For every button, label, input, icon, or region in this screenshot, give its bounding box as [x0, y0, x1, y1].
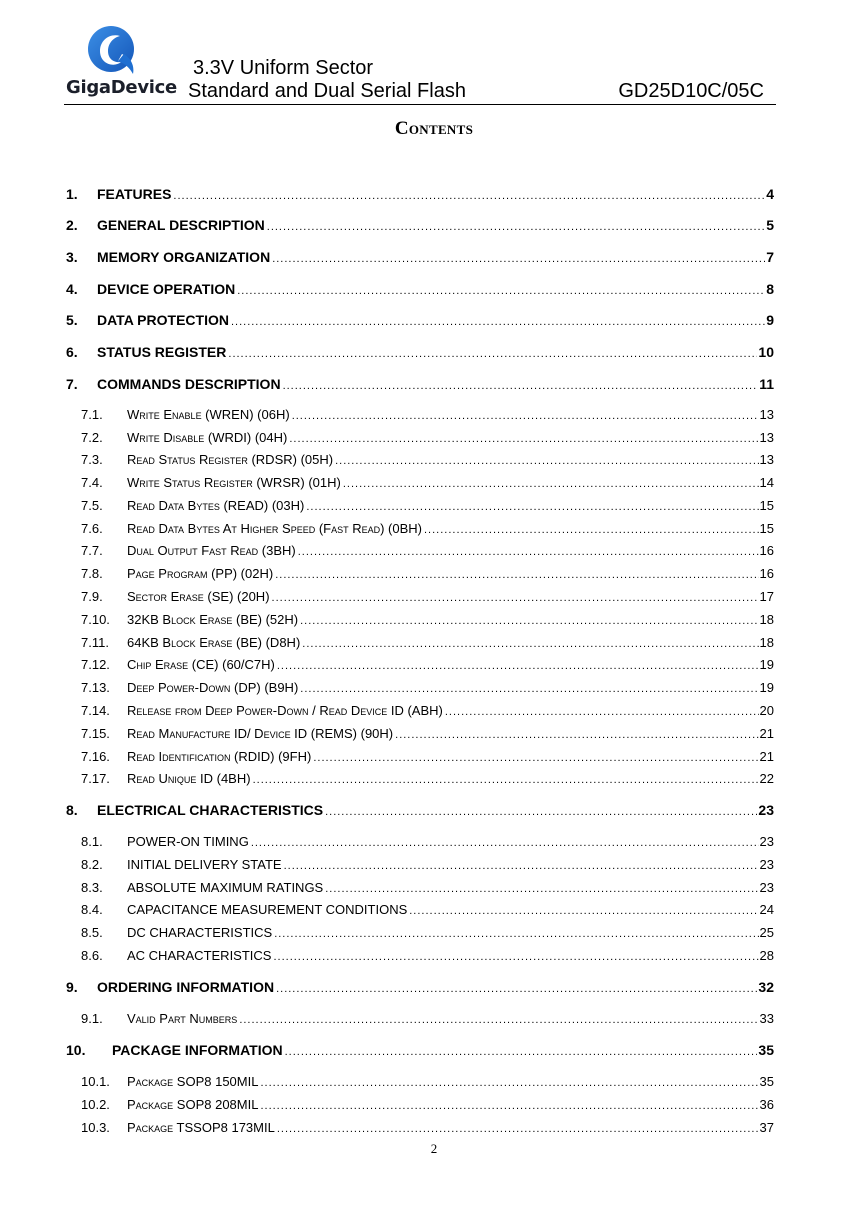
toc-page-number: 15 [759, 498, 774, 513]
toc-leader-dots [335, 455, 758, 467]
toc-leader-dots [267, 221, 765, 233]
toc-title[interactable]: Read Manufacture ID/ Device ID (REMS) (90H) [127, 726, 394, 741]
toc-title[interactable]: Read Identification (RDID) (9FH) [127, 749, 312, 764]
toc-title[interactable]: Valid Part Numbers [127, 1011, 238, 1026]
toc-title[interactable]: Read Data Bytes At Higher Speed (Fast Read) (0BH) [127, 521, 422, 536]
toc-number: 4. [66, 281, 78, 297]
toc-number: 7.3. [81, 452, 103, 467]
toc-title[interactable]: Deep Power-Down (DP) (B9H) [127, 680, 299, 695]
toc-title[interactable]: FEATURES [97, 186, 172, 202]
toc-page-number: 21 [759, 726, 774, 741]
header-divider [64, 104, 776, 105]
toc-leader-dots [277, 660, 759, 672]
toc-title[interactable]: Chip Erase (CE) (60/C7H) [127, 657, 275, 672]
toc-page-number: 10 [758, 344, 774, 360]
toc-number: 7.4. [81, 475, 103, 490]
toc-number: 6. [66, 344, 78, 360]
toc-leader-dots [424, 524, 759, 536]
toc-page-number: 18 [759, 635, 774, 650]
toc-number: 8. [66, 802, 78, 818]
toc-leader-dots [275, 569, 758, 581]
toc-section[interactable] [66, 802, 774, 820]
toc-title[interactable]: DEVICE OPERATION [97, 281, 236, 297]
toc-page-number: 36 [759, 1097, 774, 1112]
toc-leader-dots [289, 433, 758, 445]
toc-subsection[interactable] [81, 1120, 774, 1138]
toc-number: 7.7. [81, 543, 103, 558]
toc-title[interactable]: POWER-ON TIMING [127, 834, 249, 849]
toc-section[interactable] [66, 186, 774, 204]
toc-leader-dots [273, 951, 758, 963]
toc-title[interactable]: Release from Deep Power-Down / Read Device ID (ABH) [127, 703, 443, 718]
toc-leader-dots [298, 546, 759, 558]
toc-number: 8.3. [81, 880, 103, 895]
toc-title[interactable]: Package SOP8 150MIL [127, 1074, 259, 1089]
toc-title[interactable]: MEMORY ORGANIZATION [97, 249, 271, 265]
toc-number: 7. [66, 376, 78, 392]
toc-subsection[interactable] [81, 589, 774, 607]
toc-title[interactable]: DC CHARACTERISTICS [127, 925, 273, 940]
toc-page-number: 16 [759, 566, 774, 581]
toc-number: 8.5. [81, 925, 103, 940]
toc-number: 2. [66, 217, 78, 233]
toc-title[interactable]: Package TSSOP8 173MIL [127, 1120, 275, 1135]
gigadevice-logo-icon [88, 24, 138, 76]
toc-leader-dots [274, 928, 758, 940]
toc-page-number: 35 [759, 1074, 774, 1089]
toc-page-number: 35 [758, 1042, 774, 1058]
toc-title[interactable]: Read Unique ID (4BH) [127, 771, 251, 786]
toc-section[interactable] [66, 344, 774, 362]
toc-page-number: 13 [759, 407, 774, 422]
toc-subsection[interactable] [81, 771, 774, 789]
toc-subsection[interactable] [81, 880, 774, 898]
toc-page-number: 33 [759, 1011, 774, 1026]
toc-subsection[interactable] [81, 680, 774, 698]
toc-subsection[interactable] [81, 749, 774, 767]
toc-title[interactable]: Dual Output Fast Read (3BH) [127, 543, 296, 558]
toc-page-number: 19 [759, 680, 774, 695]
toc-leader-dots [325, 806, 757, 818]
toc-page-number: 22 [759, 771, 774, 786]
header-part-number: GD25D10C/05C [618, 80, 764, 102]
toc-page-number: 5 [766, 217, 774, 233]
page-header [64, 24, 776, 104]
toc-title[interactable]: INITIAL DELIVERY STATE [127, 857, 282, 872]
toc-page-number: 19 [759, 657, 774, 672]
toc-leader-dots [409, 905, 758, 917]
toc-title[interactable]: 32KB Block Erase (BE) (52H) [127, 612, 299, 627]
toc-title[interactable]: Read Status Register (RDSR) (05H) [127, 452, 334, 467]
toc-subsection[interactable] [81, 726, 774, 744]
toc-section[interactable] [66, 979, 774, 997]
toc-title[interactable]: Write Enable (WREN) (06H) [127, 407, 290, 422]
toc-number: 7.17. [81, 771, 110, 786]
toc-number: 7.1. [81, 407, 103, 422]
toc-leader-dots [239, 1014, 758, 1026]
toc-title[interactable]: PACKAGE INFORMATION [112, 1042, 283, 1058]
toc-number: 8.4. [81, 902, 103, 917]
footer-page-number: 2 [430, 1141, 438, 1156]
toc-subsection[interactable] [81, 703, 774, 721]
toc-leader-dots [343, 478, 759, 490]
toc-page-number: 13 [759, 430, 774, 445]
toc-page-number: 23 [759, 857, 774, 872]
toc-number: 5. [66, 312, 78, 328]
toc-subsection[interactable] [81, 857, 774, 875]
toc-leader-dots [253, 774, 759, 786]
toc-title[interactable]: CAPACITANCE MEASUREMENT CONDITIONS [127, 902, 408, 917]
toc-title[interactable]: Read Data Bytes (READ) (03H) [127, 498, 305, 513]
toc-page-number: 23 [758, 802, 774, 818]
toc-subsection[interactable] [81, 635, 774, 653]
toc-subsection[interactable] [81, 407, 774, 425]
toc-title[interactable]: 64KB Block Erase (BE) (D8H) [127, 635, 301, 650]
toc-number: 10. [66, 1042, 86, 1058]
toc-number: 9.1. [81, 1011, 103, 1026]
toc-page-number: 24 [759, 902, 774, 917]
toc-subsection[interactable] [81, 543, 774, 561]
toc-page-number: 15 [759, 521, 774, 536]
toc-number: 7.6. [81, 521, 103, 536]
toc-title[interactable]: AC CHARACTERISTICS [127, 948, 272, 963]
toc-number: 7.12. [81, 657, 110, 672]
toc-page-number: 8 [766, 281, 774, 297]
toc-leader-dots [251, 837, 759, 849]
toc-page-number: 28 [759, 948, 774, 963]
toc-section[interactable] [66, 376, 774, 394]
toc-leader-dots [228, 348, 757, 360]
toc-leader-dots [302, 638, 758, 650]
toc-subsection[interactable] [81, 430, 774, 448]
toc-leader-dots [276, 983, 757, 995]
logo-wordmark: GigaDevice [66, 77, 177, 98]
toc-leader-dots [260, 1077, 758, 1089]
toc-leader-dots [260, 1100, 758, 1112]
toc-number: 10.3. [81, 1120, 110, 1135]
toc-subsection[interactable] [81, 521, 774, 539]
toc-title[interactable]: Sector Erase (SE) (20H) [127, 589, 270, 604]
toc-page-number: 18 [759, 612, 774, 627]
toc-number: 7.8. [81, 566, 103, 581]
toc-title[interactable]: ORDERING INFORMATION [97, 979, 275, 995]
toc-leader-dots [277, 1123, 759, 1135]
toc-section[interactable] [66, 1042, 774, 1060]
toc-page-number: 14 [759, 475, 774, 490]
toc-page-number: 7 [766, 249, 774, 265]
toc-section[interactable] [66, 281, 774, 299]
toc-page-number: 16 [759, 543, 774, 558]
toc-title[interactable]: STATUS REGISTER [97, 344, 227, 360]
toc-page-number: 25 [759, 925, 774, 940]
toc-leader-dots [292, 410, 759, 422]
toc-leader-dots [313, 752, 758, 764]
toc-page-number: 23 [759, 880, 774, 895]
toc-leader-dots [395, 729, 758, 741]
toc-number: 7.5. [81, 498, 103, 513]
toc-number: 7.2. [81, 430, 103, 445]
toc-leader-dots [272, 592, 759, 604]
toc-leader-dots [284, 860, 759, 872]
toc-page-number: 23 [759, 834, 774, 849]
toc-subsection[interactable] [81, 452, 774, 470]
toc-number: 1. [66, 186, 78, 202]
company-logo [64, 24, 177, 102]
toc-subsection[interactable] [81, 657, 774, 675]
toc-title[interactable]: COMMANDS DESCRIPTION [97, 376, 281, 392]
toc-page-number: 20 [759, 703, 774, 718]
toc-page-number: 32 [758, 979, 774, 995]
toc-leader-dots [237, 285, 765, 297]
toc-subsection[interactable] [81, 834, 774, 852]
header-title-line1: 3.3V Uniform Sector [193, 57, 374, 79]
toc-subsection[interactable] [81, 475, 774, 493]
toc-number: 7.11. [81, 635, 109, 650]
toc-subsection[interactable] [81, 925, 774, 943]
toc-title[interactable]: DATA PROTECTION [97, 312, 229, 328]
toc-title[interactable]: ABSOLUTE MAXIMUM RATINGS [127, 880, 324, 895]
toc-page-number: 17 [759, 589, 774, 604]
toc-number: 7.10. [81, 612, 110, 627]
toc-page-number: 21 [759, 749, 774, 764]
toc-leader-dots [306, 501, 758, 513]
toc-page-number: 13 [759, 452, 774, 467]
toc-page-number: 11 [759, 376, 774, 392]
toc-subsection[interactable] [81, 1097, 774, 1115]
toc-number: 8.1. [81, 834, 103, 849]
toc-number: 3. [66, 249, 78, 265]
toc-page-number: 4 [766, 186, 774, 202]
toc-subsection[interactable] [81, 1074, 774, 1092]
toc-leader-dots [283, 380, 759, 392]
toc-title[interactable]: Page Program (PP) (02H) [127, 566, 274, 581]
toc-title[interactable]: Write Disable (WRDI) (04H) [127, 430, 288, 445]
toc-title[interactable]: GENERAL DESCRIPTION [97, 217, 265, 233]
toc-leader-dots [272, 253, 765, 265]
toc-subsection[interactable] [81, 498, 774, 516]
toc-number: 8.6. [81, 948, 103, 963]
toc-leader-dots [285, 1046, 758, 1058]
toc-title[interactable]: Package SOP8 208MIL [127, 1097, 259, 1112]
toc-section[interactable] [66, 217, 774, 235]
toc-section[interactable] [66, 312, 774, 330]
toc-page-number: 37 [759, 1120, 774, 1135]
toc-title[interactable]: Write Status Register (WRSR) (01H) [127, 475, 341, 490]
toc-leader-dots [445, 706, 759, 718]
toc-number: 10.2. [81, 1097, 110, 1112]
toc-page-number: 9 [766, 312, 774, 328]
header-title-line2: Standard and Dual Serial Flash [188, 80, 466, 102]
toc-number: 7.9. [81, 589, 103, 604]
toc-number: 7.13. [81, 680, 110, 695]
contents-title: Contents [394, 118, 474, 139]
toc-number: 9. [66, 979, 78, 995]
toc-subsection[interactable] [81, 612, 774, 630]
toc-leader-dots [231, 316, 765, 328]
toc-subsection[interactable] [81, 566, 774, 584]
toc-number: 10.1. [81, 1074, 110, 1089]
toc-leader-dots [300, 615, 758, 627]
toc-subsection[interactable] [81, 1011, 774, 1029]
toc-number: 8.2. [81, 857, 103, 872]
toc-number: 7.15. [81, 726, 110, 741]
toc-title[interactable]: ELECTRICAL CHARACTERISTICS [97, 802, 324, 818]
toc-number: 7.16. [81, 749, 110, 764]
toc-leader-dots [300, 683, 758, 695]
toc-number: 7.14. [81, 703, 110, 718]
toc-subsection[interactable] [81, 902, 774, 920]
toc-section[interactable] [66, 249, 774, 267]
toc-leader-dots [325, 883, 758, 895]
toc-leader-dots [173, 190, 765, 202]
toc-subsection[interactable] [81, 948, 774, 966]
